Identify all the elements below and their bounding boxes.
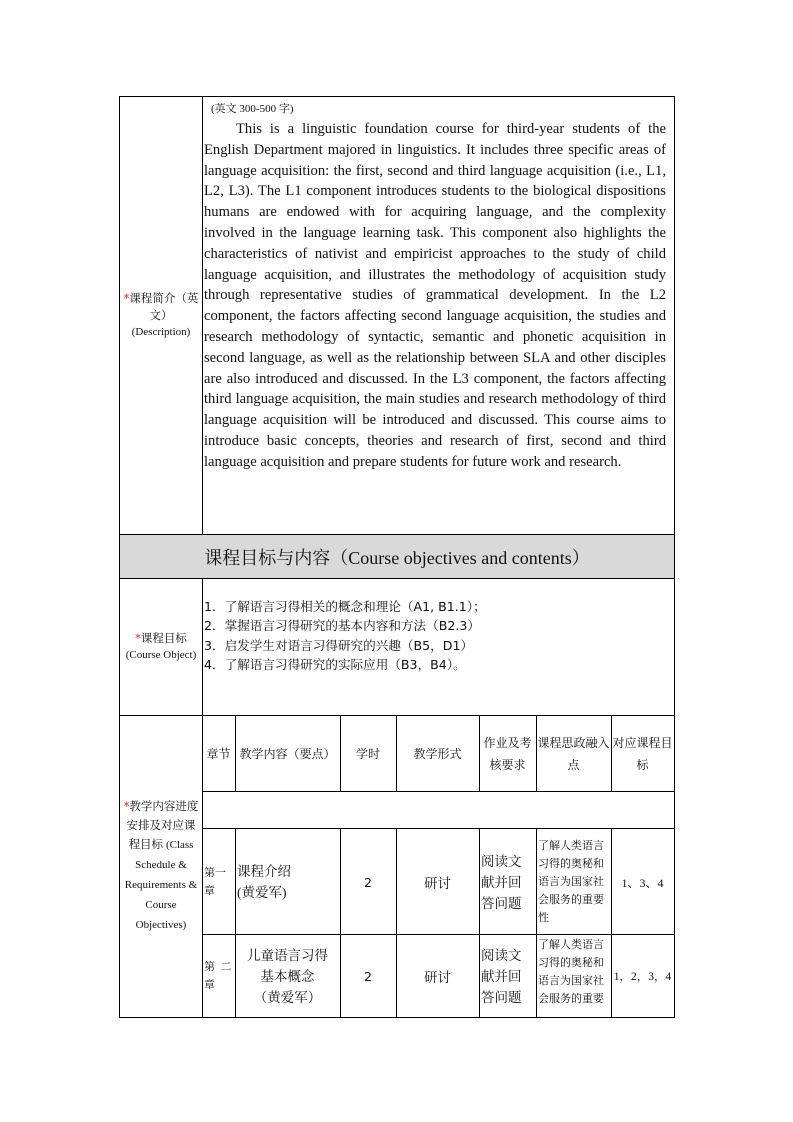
row2-content: 儿童语言习得 基本概念 （黄爱军） bbox=[235, 934, 341, 1018]
objective-item: 1．了解语言习得相关的概念和理论（A1, B1.1）； bbox=[204, 599, 486, 614]
row2-chapter: 第 二 章 bbox=[202, 934, 236, 1018]
row2-assignment: 阅读文 献并回 答问题 bbox=[479, 934, 537, 1018]
description-label: *课程简介（英 文） (Description) bbox=[123, 290, 199, 338]
row2-ideology: 了解人类语言 习得的奥秘和 语言为国家社 会服务的重要 bbox=[536, 934, 612, 1018]
row2-hours: 2 bbox=[340, 934, 397, 1018]
objectives-list bbox=[204, 597, 486, 675]
objective-item: 2．掌握语言习得研究的基本内容和方法（B2.3） bbox=[204, 618, 480, 634]
row1-ideology: 了解人类语言 习得的奥秘和 语言为国家社 会服务的重要 性 bbox=[536, 828, 612, 935]
objectives-label: *课程目标 (Course Object) bbox=[125, 631, 197, 661]
header-content: 教学内容（要点） bbox=[235, 715, 341, 792]
row1-assignment: 阅读文 献并回 答问题 bbox=[479, 828, 537, 935]
section-title-en: （Course objectives and contents） bbox=[330, 548, 590, 568]
row1-format: 研讨 bbox=[396, 828, 480, 935]
description-paragraph: This is a linguistic foundation course for third-year students of the English Department majored in linguistics. It includes three specific areas of language acquisition: the first, second and third language acquisition (i.e., L1, L2, L3). The L1 component introduces students to the biological dispositions humans are endowed with for acquiring language, and the complexity involved in the language learning task. This component also highlights the characteristics of nativist and empiricist approaches to the study of child language acquisition, and illustrates the methodology of acquisition study through representative studies of grammatical development. In the L2 component, the factors affecting second language acquisition, the studies and research methodology of syntactic, semantic and phonetic acquisition in second language, as well as the relationship between SLA and other disciples are also introduced and discussed. In the L3 component, the factors affecting third language acquisition, the main studies and research methodology of third language acquisition will be introduced and discussed. This course aims to introduce basic concepts, theories and research of first, second and third language acquisition and prepare students for future work and research. bbox=[204, 121, 666, 470]
header-objectives: 对应课程目 标 bbox=[611, 715, 675, 792]
header-format: 教学形式 bbox=[396, 715, 480, 792]
objective-item: 3．启发学生对语言习得研究的兴趣（B5，D1） bbox=[204, 637, 474, 653]
row1-hours: 2 bbox=[340, 828, 397, 935]
description-body bbox=[204, 119, 666, 473]
header-chapter: 章节 bbox=[202, 715, 236, 792]
row2-format: 研讨 bbox=[396, 934, 480, 1018]
objective-item: 4．了解语言习得研究的实际应用（B3，B4）。 bbox=[204, 657, 466, 673]
schedule-spacer-row bbox=[202, 791, 675, 829]
header-ideology: 课程思政融入 点 bbox=[536, 715, 612, 792]
required-mark: * bbox=[135, 631, 141, 645]
row2-objectives: 1，2，3，4 bbox=[611, 934, 675, 1018]
required-mark: * bbox=[123, 290, 130, 305]
schedule-label: *教学内容进度 安排及对应课 程目标 (Class Schedule & Requirements & Course Objectives) bbox=[123, 799, 199, 931]
header-hours: 学时 bbox=[340, 715, 397, 792]
description-length-note: (英文 300-500 字) bbox=[211, 103, 294, 115]
header-assignment: 作业及考 核要求 bbox=[479, 715, 537, 792]
section-title-cn: 课程目标与内容 bbox=[204, 548, 331, 569]
section-header bbox=[119, 534, 675, 579]
row1-chapter: 第一 章 bbox=[202, 828, 236, 935]
row1-objectives: 1、3、4 bbox=[611, 828, 675, 935]
required-mark: * bbox=[123, 799, 130, 813]
row1-content: 课程介绍 (黄爱军) bbox=[235, 828, 341, 935]
